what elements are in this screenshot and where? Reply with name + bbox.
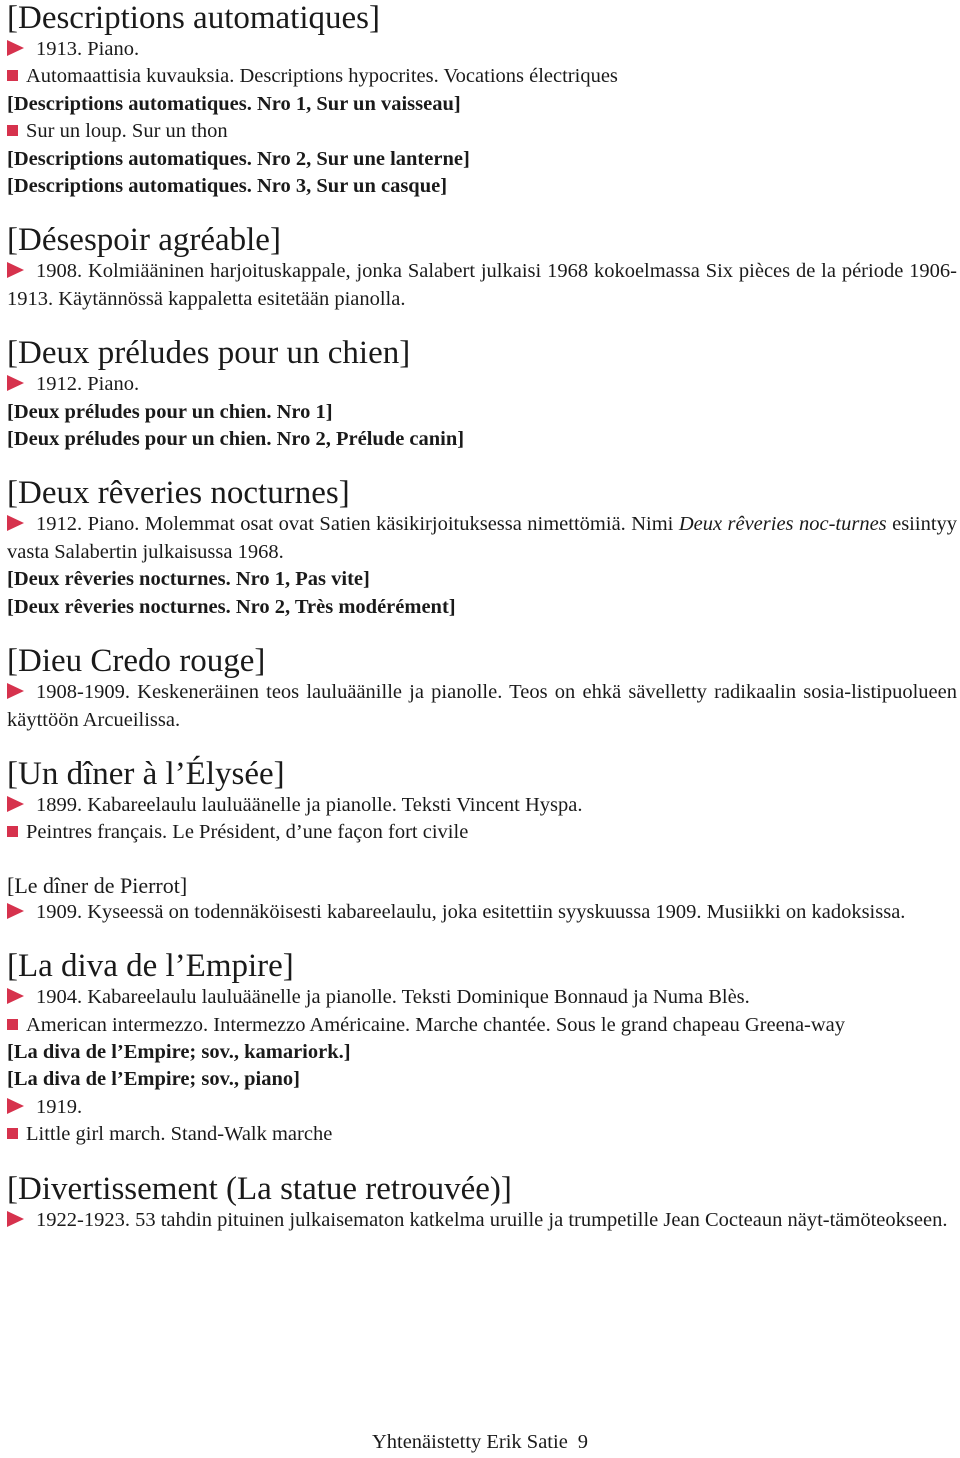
entry-info: 1912. Piano. (7, 371, 957, 398)
entry-divertissement (7, 1171, 957, 1234)
entry-subtitle: [Deux rêveries nocturnes. Nro 1, Pas vite] (7, 568, 370, 591)
entry-info: 1899. Kabareelaulu lauluäänelle ja pianolle. Teksti Vincent Hyspa. (7, 792, 957, 819)
entry-title: [Dieu Credo rouge] (7, 643, 266, 680)
entry-le-diner-de-pierrot (7, 872, 957, 926)
entry-un-diner-a-l-elysee (7, 756, 957, 847)
entry-descriptions-automatiques (7, 0, 957, 200)
page-number: 9 (577, 1431, 589, 1453)
entry-subtitle: [La diva de l’Empire; sov., kamariork.] (7, 1040, 351, 1063)
entry-info: 1908-1909. Keskeneräinen teos lauluäänille ja pianolle. Teos on ehkä sävelletty radikaalin sosia-listipuolueen käyttöön Arcueilissa. (7, 681, 957, 731)
triangle-marker-icon (7, 988, 24, 1004)
entry-subtitle: [Deux préludes pour un chien. Nro 1] (7, 400, 333, 423)
footer-title: Yhtenäistetty Erik Satie (371, 1431, 568, 1453)
triangle-marker-icon (7, 1098, 24, 1114)
entry-info: 1922-1923. 53 tahdin pituinen julkaisematon katkelma uruille ja trumpetille Jean Cocteaun näyt-tämöteokseen. (7, 1207, 957, 1234)
entry-subtitle: [Descriptions automatiques. Nro 2, Sur une lanterne] (7, 147, 470, 170)
entry-info: 1904. Kabareelaulu lauluäänelle ja pianolle. Teksti Dominique Bonnaud ja Numa Blès. (7, 984, 957, 1011)
entry-subtitle: [Descriptions automatiques. Nro 3, Sur un casque] (7, 175, 448, 198)
entry-subtitle: [Descriptions automatiques. Nro 1, Sur un vaisseau] (7, 92, 461, 115)
entry-dieu-credo-rouge (7, 643, 957, 734)
square-marker-icon (7, 1019, 18, 1030)
entry-subtitle: [Deux préludes pour un chien. Nro 2, Prélude canin] (7, 428, 465, 451)
triangle-marker-icon (7, 262, 24, 278)
square-marker-icon (7, 1128, 18, 1139)
entry-title: [Désespoir agréable] (7, 222, 281, 259)
document-page (7, 0, 957, 1234)
entry-list-item: Peintres français. Le Président, d’une façon fort civile (7, 819, 957, 846)
entry-info: 1912. Piano. Molemmat osat ovat Satien käsikirjoituksessa nimettömiä. Nimi Deux rêveries noc-turnes esiintyy vasta Salabertin julkaisussa 1968. (7, 513, 958, 563)
entry-subtitle: [Deux rêveries nocturnes. Nro 2, Très modérément] (7, 595, 456, 618)
entry-title: [Deux préludes pour un chien] (7, 335, 411, 372)
triangle-marker-icon (7, 515, 24, 531)
entry-title: [Deux rêveries nocturnes] (7, 475, 350, 512)
entry-title: [La diva de l’Empire] (7, 948, 294, 985)
entry-la-diva-de-l-empire (7, 948, 957, 1148)
entry-list-item: Sur un loup. Sur un thon (7, 118, 957, 145)
entry-deux-preludes (7, 335, 957, 453)
square-marker-icon (7, 125, 18, 136)
square-marker-icon (7, 70, 18, 81)
entry-info: 1908. Kolmiääninen harjoituskappale, jonka Salabert julkaisi 1968 kokoelmassa Six pièces de la période 1906-1913. Käytännössä kappaletta esitetään pianolla. (7, 260, 957, 310)
entry-title: [Divertissement (La statue retrouvée)] (7, 1170, 512, 1207)
entry-desespoir-agreable (7, 222, 957, 313)
entry-list-item: Little girl march. Stand-Walk marche (7, 1121, 957, 1148)
entry-deux-reveries (7, 475, 957, 621)
entry-title: [Descriptions automatiques] (7, 0, 380, 36)
triangle-marker-icon (7, 683, 24, 699)
triangle-marker-icon (7, 375, 24, 391)
triangle-marker-icon (7, 796, 24, 812)
entry-title: [Un dîner à l’Élysée] (7, 755, 285, 792)
entry-list-item: Automaattisia kuvauksia. Descriptions hypocrites. Vocations électriques (7, 63, 957, 90)
entry-subtitle: [La diva de l’Empire; sov., piano] (7, 1068, 300, 1091)
triangle-marker-icon (7, 40, 24, 56)
entry-title: [Le dîner de Pierrot] (7, 872, 188, 898)
entry-info: 1913. Piano. (7, 36, 957, 63)
triangle-marker-icon (7, 1211, 24, 1227)
entry-info: 1919. (7, 1094, 957, 1121)
entry-list-item: American intermezzo. Intermezzo Américaine. Marche chantée. Sous le grand chapeau Greena-way (7, 1012, 957, 1039)
square-marker-icon (7, 826, 18, 837)
page-footer (0, 1429, 960, 1456)
entry-info: 1909. Kyseessä on todennäköisesti kabareelaulu, joka esitettiin syyskuussa 1909. Musiikki on kadoksissa. (7, 899, 957, 926)
triangle-marker-icon (7, 903, 24, 919)
